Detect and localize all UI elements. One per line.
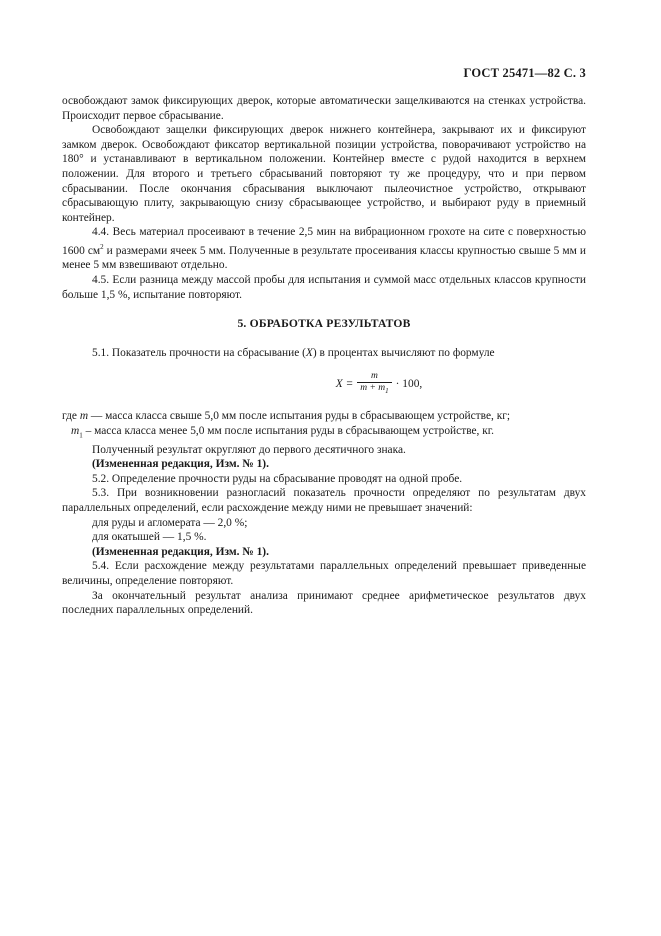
paragraph-procedure: Освобождают защелки фиксирующих дверок нижнего контейнера, закрывают их и фиксируют замком дверок. Освобождают фиксатор вертикальной позиции устройства, поворачивают устройство на 180° и устанавливают в вертикальном положении. Контейнер вместе с рудой находится в верхнем положении. Для второго и третьего сбрасываний повторяют ту же процедуру, что и при первом сбрасывании. После окончания сбрасывания выключают пылеочистное устройство, открывают сбрасывающую плиту, закрывающую снизу сбрасывающее устройство, и выбирают руду в приемный контейнер. [62,124,586,224]
paragraph-rounding: Полученный результат округляют до первого десятичного знака. [92,443,406,456]
definition-m1 [62,424,586,443]
paragraph-final: За окончательный результат анализа принимают среднее арифметическое результатов двух последних параллельных определений. [62,589,586,617]
paragraph-5-2: 5.2. Определение прочности руды на сбрасывание проводят на одной пробе. [92,472,463,485]
amendment-note-2: (Измененная редакция, Изм. № 1). [92,545,269,558]
formula-numerator: m [371,371,378,382]
paragraph-5-1 [62,346,586,361]
paragraph-5-1-text-b: ) в процентах вычисляют по формуле [312,346,495,359]
limit-ore-agglomerate: для руды и агломерата — 2,0 %; [92,516,248,529]
formula-denominator-subscript: 1 [385,387,389,396]
superscript: 2 [100,242,104,251]
formula-tail: · 100, [395,377,423,390]
variable-x: X [305,346,313,359]
definition-lead: где [62,410,80,423]
page-header: ГОСТ 25471—82 С. 3 [463,66,586,80]
paragraph-4-4-text-a: 4.4. Весь материал просеивают в течение 2,5 мин на вибрационном грохоте на сите с поверхностью 1600 см [62,226,586,257]
formula [62,371,586,397]
paragraph-4-4-text-b: и размерами ячеек 5 мм. Полученные в результате просеивания классы крупностью свыше 5 мм и менее 5 мм взвешивают отдельно. [62,244,586,272]
definition-m-text: — масса класса свыше 5,0 мм после испытания руды в сбрасывающем устройстве, кг; [88,410,511,423]
paragraph-4-5: 4.5. Если разница между массой пробы для испытания и суммой масс отдельных классов крупности больше 1,5 %, испытание повторяют. [62,273,586,301]
paragraph-5-3: 5.3. При возникновении разногласий показатель прочности определяют по результатам двух параллельных определений, если расхождение между ними не превышает значений: [62,487,586,515]
paragraph-4-4 [62,225,586,273]
definition-m1-text: – масса класса менее 5,0 мм после испытания руды в сбрасывающем устройстве, кг. [82,424,495,437]
variable-m1-subscript: 1 [79,431,83,440]
paragraph-5-4: 5.4. Если расхождение между результатами параллельных определений превышает приведенные величины, определение повторяют. [62,560,586,587]
variable-m1: m [71,424,80,437]
limit-pellets: для окатышей — 1,5 %. [92,531,207,544]
formula-lhs: X = [335,377,354,390]
paragraph-continuation: освобождают замок фиксирующих дверок, которые автоматически защелкиваются на стенках устройства. Происходит первое сбрасывание. [62,95,586,122]
formula-fraction [357,371,391,397]
variable-m: m [79,410,89,423]
paragraph-5-1-text-a: 5.1. Показатель прочности на сбрасывание ( [92,346,306,359]
amendment-note-1: (Измененная редакция, Изм. № 1). [92,458,269,471]
definition-m [62,409,586,424]
section-title: 5. ОБРАБОТКА РЕЗУЛЬТАТОВ [237,317,411,331]
formula-denominator-text: m + m [360,383,386,394]
document-body [62,94,586,618]
formula-denominator [357,382,391,397]
